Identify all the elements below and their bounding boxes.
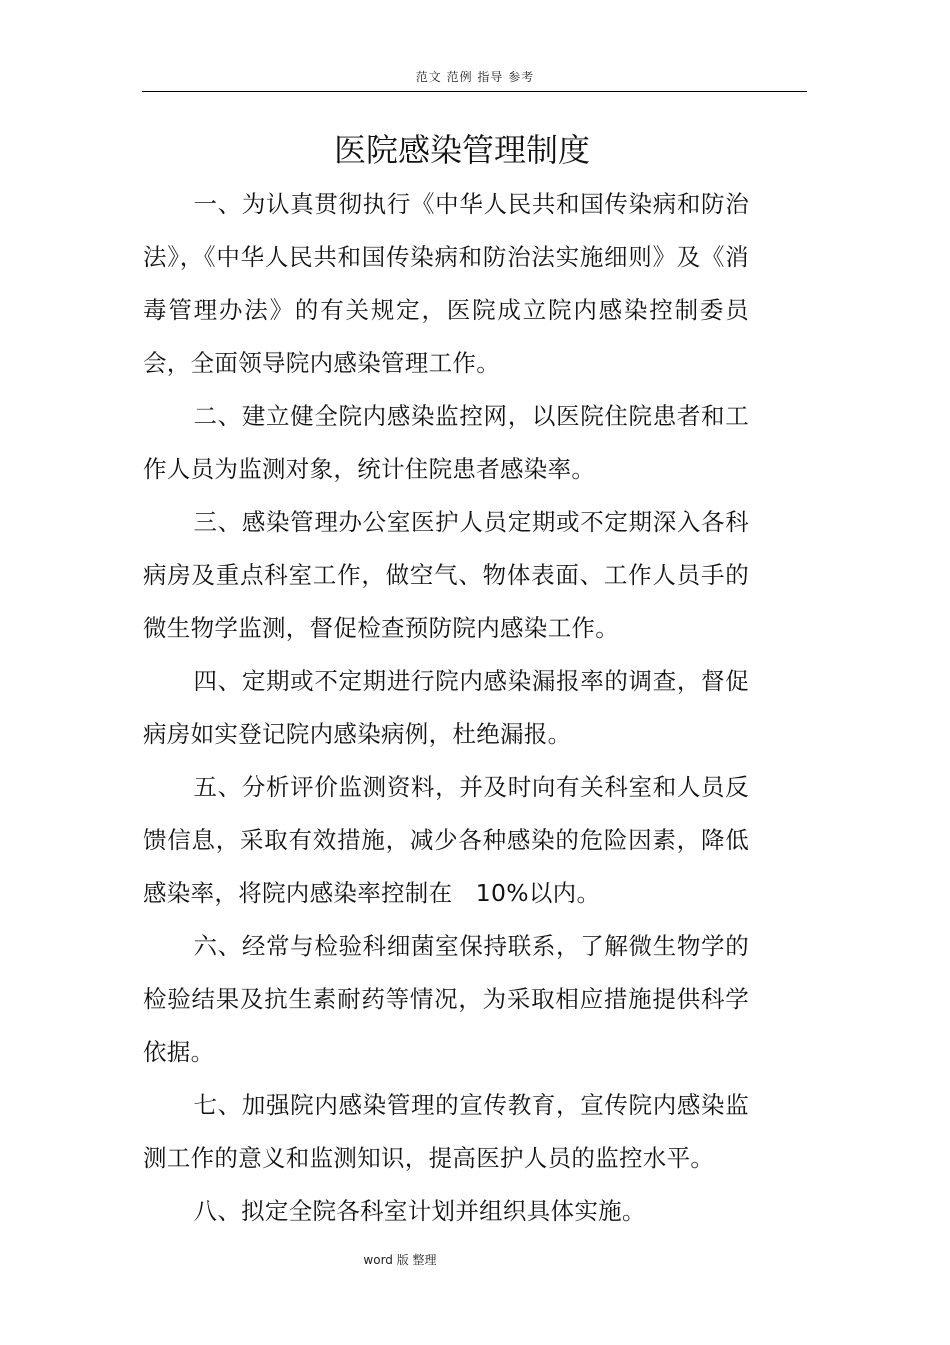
page-footer: word 版 整理 bbox=[363, 1253, 437, 1267]
document-title: 医院感染管理制度 bbox=[333, 131, 590, 169]
paragraph-2: 二、建立健全院内感染监控网，以医院住院患者和工作人员为监测对象，统计住院患者感染率。 bbox=[143, 402, 749, 483]
paragraph-4: 四、定期或不定期进行院内感染漏报率的调查，督促病房如实登记院内感染病例，杜绝漏报。 bbox=[143, 667, 749, 748]
paragraph-7: 七、加强院内感染管理的宣传教育，宣传院内感染监测工作的意义和监测知识，提高医护人员的监控水平。 bbox=[143, 1091, 749, 1172]
page-header: 范文 范例 指导 参考 bbox=[415, 70, 535, 84]
paragraph-6: 六、经常与检验科细菌室保持联系，了解微生物学的检验结果及抗生素耐药等情况，为采取相应措施提供科学依据。 bbox=[143, 932, 749, 1066]
paragraph-3: 三、感染管理办公室医护人员定期或不定期深入各科病房及重点科室工作，做空气、物体表面、工作人员手的微生物学监测，督促检查预防院内感染工作。 bbox=[143, 508, 749, 642]
document-body bbox=[143, 178, 749, 1238]
paragraph-8: 八、拟定全院各科室计划并组织具体实施。 bbox=[193, 1197, 646, 1225]
paragraph-1: 一、为认真贯彻执行《中华人民共和国传染病和防治法》，《中华人民共和国传染病和防治法实施细则》及《消毒管理办法》的有关规定，医院成立院内感染控制委员会，全面领导院内感染管理工作。 bbox=[143, 190, 749, 377]
paragraph-5: 五、分析评价监测资料，并及时向有关科室和人员反馈信息，采取有效措施，减少各种感染的危险因素，降低感染率，将院内感染率控制在 10%以内。 bbox=[143, 773, 749, 907]
header-divider bbox=[142, 91, 807, 92]
